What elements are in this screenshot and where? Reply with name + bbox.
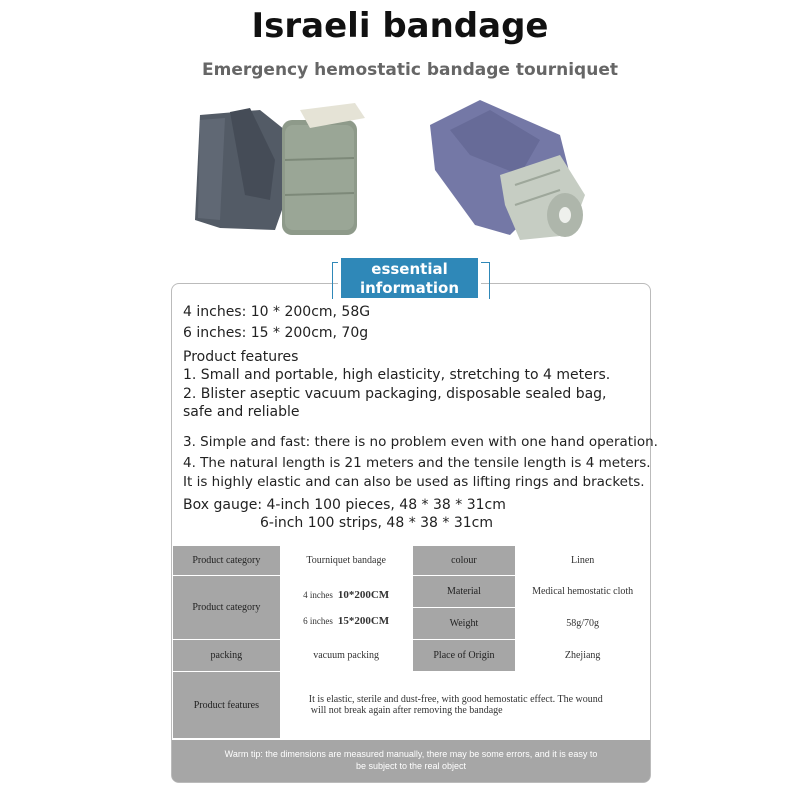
cell-header: Product category xyxy=(173,576,281,640)
cell-value: Linen xyxy=(516,546,650,576)
badge-line-2: information xyxy=(359,279,460,297)
features-heading: Product features xyxy=(183,349,299,365)
cell-value xyxy=(280,672,649,739)
cell-header: packing xyxy=(173,640,281,672)
feature-4a: 4. The natural length is 21 meters and the tensile length is 4 meters. xyxy=(183,455,651,471)
bandage-pouch-and-roll-photo xyxy=(190,100,380,245)
cell-header: Product features xyxy=(173,672,281,739)
warm-tip-line-2: be subject to the real object xyxy=(355,761,467,771)
feature-3: 3. Simple and fast: there is no problem even with one hand operation. xyxy=(183,434,658,450)
box-gauge-1: Box gauge: 4-inch 100 pieces, 48 * 38 * 31cm xyxy=(183,497,506,513)
size-6-inch: 6 inches: 15 * 200cm, 70g xyxy=(183,325,369,341)
cell-header: Place of Origin xyxy=(412,640,516,672)
warm-tip xyxy=(172,740,650,782)
cell-value: Tourniquet bandage xyxy=(280,546,412,576)
page-subtitle: Emergency hemostatic bandage tourniquet xyxy=(202,60,618,80)
table-row xyxy=(173,546,650,576)
table-row xyxy=(173,672,650,739)
features-text-1: It is elastic, sterile and dust-free, with good hemostatic effect. The wound xyxy=(308,694,603,705)
spec-table xyxy=(172,545,650,739)
cell-value: vacuum packing xyxy=(280,640,412,672)
size-4-label: 4 inches xyxy=(303,589,333,600)
cell-sizes xyxy=(280,576,412,640)
table-row xyxy=(173,576,650,608)
size-6-label: 6 inches xyxy=(303,615,333,626)
size-4-value: 10*200CM xyxy=(337,588,390,601)
cell-value: 58g/70g xyxy=(516,608,650,640)
features-text-2: will not break again after removing the bandage xyxy=(310,705,503,716)
feature-4b: It is highly elastic and can also be used as lifting rings and brackets. xyxy=(183,474,645,490)
essential-info-badge xyxy=(338,258,481,298)
feature-1: 1. Small and portable, high elasticity, stretching to 4 meters. xyxy=(183,367,611,383)
size-4-inch: 4 inches: 10 * 200cm, 58G xyxy=(183,304,371,320)
cell-header: Product category xyxy=(173,546,281,576)
badge-line-1: essential xyxy=(371,260,448,278)
cell-value: Zhejiang xyxy=(516,640,650,672)
size-6-value: 15*200CM xyxy=(337,614,390,627)
warm-tip-line-1: Warm tip: the dimensions are measured manually, there may be some errors, and it is easy to xyxy=(224,749,598,759)
cell-header: colour xyxy=(412,546,516,576)
bandage-in-package-photo xyxy=(420,95,600,245)
box-gauge-2: 6-inch 100 strips, 48 * 38 * 31cm xyxy=(260,515,494,531)
feature-2a: 2. Blister aseptic vacuum packaging, disposable sealed bag, xyxy=(183,386,607,402)
table-row xyxy=(173,640,650,672)
cell-header: Weight xyxy=(412,608,516,640)
cell-value: Medical hemostatic cloth xyxy=(516,576,650,608)
feature-2b: safe and reliable xyxy=(183,404,300,420)
page-title: Israeli bandage xyxy=(251,6,549,46)
cell-header: Material xyxy=(412,576,516,608)
